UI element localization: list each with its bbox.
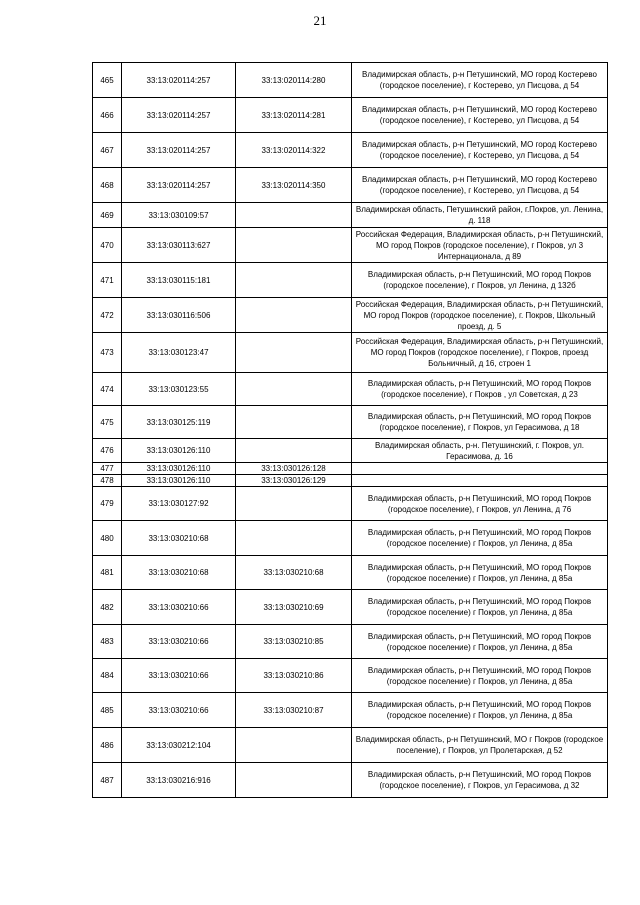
parent-cadastral-number-cell: 33:13:030210:68 [122,556,236,590]
address-cell: Владимирская область, р-н Петушинский, МО город Костерево (городское поселение), г Костерево, ул Писцова, д 54 [352,63,608,98]
address-cell: Владимирская область, р-н Петушинский, МО город Костерево (городское поселение), г Костерево, ул Писцова, д 54 [352,133,608,168]
row-number-cell: 476 [93,439,122,463]
row-number-cell: 474 [93,373,122,406]
parent-cadastral-number-cell: 33:13:030113:627 [122,228,236,263]
parent-cadastral-number-cell: 33:13:030126:110 [122,475,236,487]
row-number-cell: 483 [93,625,122,659]
table-row [93,228,608,263]
address-cell: Владимирская область, р-н Петушинский, МО город Костерево (городское поселение), г Костерево, ул Писцова, д 54 [352,98,608,133]
address-cell: Российская Федерация, Владимирская область, р-н Петушинский, МО город Покров (городское поселение), г Покров, ул 3 Интернационала, д 89 [352,228,608,263]
table-row [93,728,608,763]
child-cadastral-number-cell [236,487,352,521]
table-row [93,133,608,168]
child-cadastral-number-cell: 33:13:030126:129 [236,475,352,487]
table-row [93,439,608,463]
table-row [93,373,608,406]
child-cadastral-number-cell [236,203,352,228]
table-row [93,203,608,228]
parent-cadastral-number-cell: 33:13:030216:916 [122,763,236,798]
parent-cadastral-number-cell: 33:13:030126:110 [122,463,236,475]
row-number-cell: 466 [93,98,122,133]
child-cadastral-number-cell: 33:13:020114:281 [236,98,352,133]
address-cell [352,475,608,487]
address-cell: Владимирская область, р-н Петушинский, МО город Покров (городское поселение), г Покров, ул Ленина, д 76 [352,487,608,521]
row-number-cell: 482 [93,590,122,625]
parent-cadastral-number-cell: 33:13:030210:66 [122,590,236,625]
row-number-cell: 472 [93,298,122,333]
page-number: 21 [313,13,327,28]
row-number-cell: 486 [93,728,122,763]
address-cell: Владимирская область, р-н Петушинский, МО город Покров (городское поселение) г Покров, ул Ленина, д 85а [352,556,608,590]
row-number-cell: 468 [93,168,122,203]
address-cell: Владимирская область, р-н Петушинский, МО город Покров (городское поселение) г Покров, ул Ленина, д 85а [352,625,608,659]
child-cadastral-number-cell [236,298,352,333]
child-cadastral-number-cell: 33:13:030126:128 [236,463,352,475]
parent-cadastral-number-cell: 33:13:030210:66 [122,693,236,728]
row-number-cell: 485 [93,693,122,728]
row-number-cell: 471 [93,263,122,298]
parent-cadastral-number-cell: 33:13:020114:257 [122,133,236,168]
address-cell: Владимирская область, р-н Петушинский, МО город Костерево (городское поселение), г Костерево, ул Писцова, д 54 [352,168,608,203]
parent-cadastral-number-cell: 33:13:030109:57 [122,203,236,228]
child-cadastral-number-cell [236,228,352,263]
row-number-cell: 487 [93,763,122,798]
address-cell: Российская Федерация, Владимирская область, р-н Петушинский, МО город Покров (городское поселение), г. Покров, Школьный проезд, д. 5 [352,298,608,333]
address-cell: Владимирская область, р-н Петушинский, МО город Покров (городское поселение) г Покров, ул Ленина, д 85а [352,521,608,556]
parent-cadastral-number-cell: 33:13:030116:506 [122,298,236,333]
table-row [93,98,608,133]
address-cell: Владимирская область, Петушинский район, г.Покров, ул. Ленина, д. 118 [352,203,608,228]
child-cadastral-number-cell: 33:13:030210:87 [236,693,352,728]
child-cadastral-number-cell [236,263,352,298]
address-cell: Владимирская область, р-н Петушинский, МО город Покров (городское поселение), г Покров, ул Ленина, д 132б [352,263,608,298]
parent-cadastral-number-cell: 33:13:030115:181 [122,263,236,298]
row-number-cell: 470 [93,228,122,263]
parent-cadastral-number-cell: 33:13:030125:119 [122,406,236,439]
child-cadastral-number-cell [236,521,352,556]
child-cadastral-number-cell: 33:13:030210:68 [236,556,352,590]
row-number-cell: 465 [93,63,122,98]
child-cadastral-number-cell [236,406,352,439]
child-cadastral-number-cell [236,763,352,798]
address-cell: Владимирская область, р-н Петушинский, МО город Покров (городское поселение), г Покров, ул Герасимова, д 18 [352,406,608,439]
child-cadastral-number-cell [236,728,352,763]
table-row [93,475,608,487]
table-row [93,763,608,798]
table-row [93,463,608,475]
address-cell: Владимирская область, р-н. Петушинский, г. Покров, ул. Герасимова, д. 16 [352,439,608,463]
child-cadastral-number-cell: 33:13:020114:280 [236,63,352,98]
parent-cadastral-number-cell: 33:13:030210:66 [122,625,236,659]
row-number-cell: 479 [93,487,122,521]
table-row [93,298,608,333]
address-cell: Владимирская область, р-н Петушинский, МО город Покров (городское поселение) г Покров, ул Ленина, д 85а [352,659,608,693]
table-row [93,406,608,439]
parent-cadastral-number-cell: 33:13:030123:55 [122,373,236,406]
child-cadastral-number-cell: 33:13:030210:85 [236,625,352,659]
row-number-cell: 480 [93,521,122,556]
address-cell: Владимирская область, р-н Петушинский, МО город Покров (городское поселение) г Покров, ул Ленина, д 85а [352,590,608,625]
address-cell: Владимирская область, р-н Петушинский, МО город Покров (городское поселение) г Покров, ул Ленина, д 85а [352,693,608,728]
child-cadastral-number-cell: 33:13:030210:69 [236,590,352,625]
records-table [92,62,608,798]
table-row [93,168,608,203]
table-row [93,625,608,659]
child-cadastral-number-cell: 33:13:030210:86 [236,659,352,693]
row-number-cell: 481 [93,556,122,590]
parent-cadastral-number-cell: 33:13:030126:110 [122,439,236,463]
parent-cadastral-number-cell: 33:13:030127:92 [122,487,236,521]
table-row [93,659,608,693]
row-number-cell: 469 [93,203,122,228]
table-row [93,63,608,98]
parent-cadastral-number-cell: 33:13:030210:66 [122,659,236,693]
parent-cadastral-number-cell: 33:13:020114:257 [122,63,236,98]
row-number-cell: 477 [93,463,122,475]
address-cell [352,463,608,475]
table-row [93,263,608,298]
parent-cadastral-number-cell: 33:13:020114:257 [122,168,236,203]
child-cadastral-number-cell [236,373,352,406]
child-cadastral-number-cell [236,333,352,373]
address-cell: Владимирская область, р-н Петушинский, МО город Покров (городское поселение), г Покров , ул Советская, д 23 [352,373,608,406]
row-number-cell: 467 [93,133,122,168]
address-cell: Российская Федерация, Владимирская область, р-н Петушинский, МО город Покров (городское поселение), г Покров, проезд Больничный, д 16, строен 1 [352,333,608,373]
table-row [93,333,608,373]
child-cadastral-number-cell: 33:13:020114:322 [236,133,352,168]
parent-cadastral-number-cell: 33:13:020114:257 [122,98,236,133]
parent-cadastral-number-cell: 33:13:030212:104 [122,728,236,763]
parent-cadastral-number-cell: 33:13:030210:68 [122,521,236,556]
row-number-cell: 473 [93,333,122,373]
table-row [93,590,608,625]
row-number-cell: 484 [93,659,122,693]
row-number-cell: 478 [93,475,122,487]
child-cadastral-number-cell: 33:13:020114:350 [236,168,352,203]
address-cell: Владимирская область, р-н Петушинский, МО город Покров (городское поселение), г Покров, ул Герасимова, д 32 [352,763,608,798]
table-row [93,693,608,728]
address-cell: Владимирская область, р-н Петушинский, МО г Покров (городское поселение), г Покров, ул Пролетарская, д 52 [352,728,608,763]
table-row [93,521,608,556]
table-row [93,487,608,521]
parent-cadastral-number-cell: 33:13:030123:47 [122,333,236,373]
child-cadastral-number-cell [236,439,352,463]
row-number-cell: 475 [93,406,122,439]
table-row [93,556,608,590]
